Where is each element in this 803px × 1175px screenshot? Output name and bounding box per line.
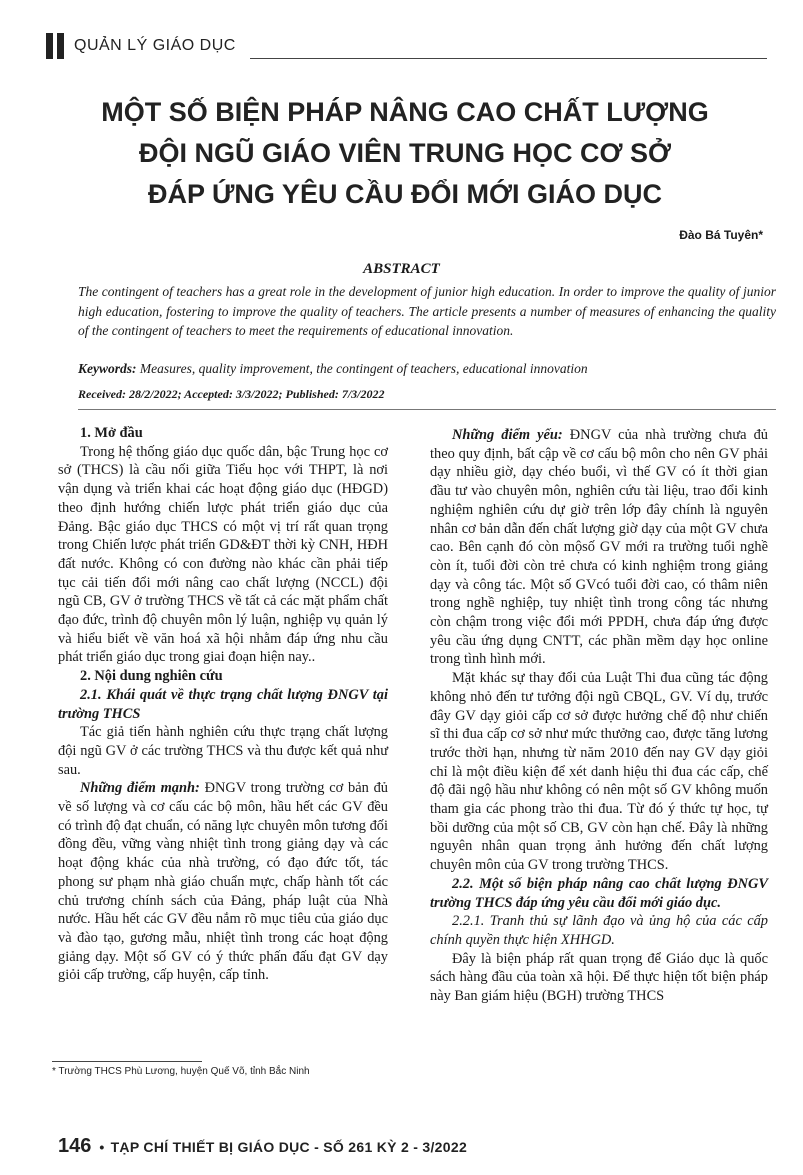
heading-content: 2. Nội dung nghiên cứu: [80, 668, 223, 685]
paragraph: Mặt khác sự thay đổi của Luật Thi đua cũng tác động không nhỏ đến tư tưởng đội ngũ CBQL, GV. Ví dụ, trước đây GV dạy giỏi cấp cơ sở được hưởng chế độ như chiến sĩ thi đua cấp cơ sở như mức thưởng cao, được tăng lương trước thời hạn, nhưng từ năm 2010 đến nay GV dạy giỏi chỉ là một điều kiện để xét danh hiệu thi đua các cấp, chế độ đãi ngộ hầu như không có nên một số GV không muốn tham gia các phong trào thi đua. Từ đó ý thức tự học, tự bồi dưỡng của một số CB, GV còn hạn chế. Đây là những nguyên nhân quan trọng ảnh hưởng đến chất lượng chuyên môn của GV trong trường THCS.: [430, 670, 768, 874]
abstract-text: The contingent of teachers has a great role in the development of junior high education. In order to improve the quality of junior high education, fostering to improve the quality of teachers. The article presents a number of measures of enhancing the quality of the contingent of teachers to meet the requirements of educational innovation.: [78, 284, 776, 338]
header-rule: [250, 58, 767, 59]
footnote-rule: [52, 1061, 202, 1062]
section-header: [46, 33, 236, 59]
left-column: [58, 424, 388, 985]
footnote: * Trường THCS Phù Lương, huyện Quế Võ, tỉnh Bắc Ninh: [52, 1066, 310, 1077]
heading-intro: 1. Mở đầu: [80, 425, 143, 441]
footer-bullet: •: [99, 1138, 105, 1155]
section-name: QUẢN LÝ GIÁO DỤC: [74, 37, 236, 54]
subheading-2-2-1: 2.2.1. Tranh thủ sự lãnh đạo và ủng hộ của các cấp chính quyền thực hiện XHHGD.: [430, 913, 768, 948]
subheading-2-2: 2.2. Một số biện pháp nâng cao chất lượng ĐNGV trường THCS đáp ứng yêu cầu đổi mới giáo dục.: [430, 875, 768, 911]
keywords-label: Keywords:: [78, 361, 137, 376]
keywords: [78, 361, 776, 377]
header-bars: [46, 33, 64, 59]
title-line-2: ĐỘI NGŨ GIÁO VIÊN TRUNG HỌC CƠ SỞ: [138, 138, 672, 168]
paragraph-strengths: [58, 779, 388, 985]
page-footer: [58, 1135, 467, 1158]
paragraph-weaknesses: [430, 426, 768, 669]
header-bar: [46, 33, 53, 59]
paragraph: Đây là biện pháp rất quan trọng để Giáo dục là quốc sách hàng đầu của toàn xã hội. Để thực hiện tốt biện pháp này Ban giám hiệu (BGH) trường THCS: [430, 950, 768, 1005]
right-column: [430, 426, 768, 1006]
journal-name: TẠP CHÍ THIẾT BỊ GIÁO DỤC - SỐ 261 KỲ 2 - 3/2022: [110, 1138, 468, 1155]
page-number: 146: [58, 1135, 92, 1157]
abstract-rule: [78, 409, 776, 410]
subheading-2-1: 2.1. Khái quát về thực trạng chất lượng ĐNGV tại trường THCS: [58, 686, 388, 722]
weaknesses-label: Những điểm yếu:: [452, 427, 563, 443]
received-dates: Received: 28/2/2022; Accepted: 3/3/2022; Published: 7/3/2022: [78, 387, 385, 401]
keywords-text: Measures, quality improvement, the contingent of teachers, educational innovation: [139, 361, 588, 376]
header-bar: [57, 33, 64, 59]
paragraph: Trong hệ thống giáo dục quốc dân, bậc Trung học cơ sở (THCS) là cầu nối giữa Tiểu học với THPT, là nơi vận dụng và triển khai các hoạt động giáo dục (HĐGD) theo định hướng chiến lược phát triển giáo dục của Đảng. Bậc giáo dục THCS có một vị trí rất quan trọng trong Chiến lược phát triển GD&ĐT thời kỳ CNH, HĐH đất nước. Không có con đường nào khác cần phải tiếp tục cải tiến đổi mới nâng cao chất lượng (NCCL) đội ngũ CB, GV ở trường THCS về tất cả các mặt phẩm chất đạo đức, trình độ chuyên môn lý luận, nghiệp vụ quản lý và hiểu biết về văn hoá xã hội nhằm đáp ứng nhu cầu phát triển giáo dục trong giai đoạn hiện nay..: [58, 443, 388, 666]
article-title: [60, 92, 750, 215]
strengths-text: ĐNGV trong trường cơ bản đủ về số lượng và cơ cấu các bộ môn, hầu hết các GV đều có trình độ đạt chuẩn, có năng lực chuyên môn tương đối đồng đều, vững vàng nhiệt tình trong giảng dạy và các hoạt động khác của nhà trường, có đạo đức tốt, tác phong sư phạm nhà giáo chuẩn mực, chấp hành tốt các chủ trương chính sách của Đảng, pháp luật của Nhà nước. Hầu hết các GV đều nắm rõ mục tiêu của giáo dục và đào tạo, gương mẫu, nhiệt tình trong các hoạt động giảng dạy. Một số GV có ý thức phấn đấu đạt GV dạy giỏi cấp trường, cấp huyện, cấp tỉnh.: [58, 780, 389, 984]
title-line-1: MỘT SỐ BIỆN PHÁP NÂNG CAO CHẤT LƯỢNG: [101, 97, 709, 127]
author: Đào Bá Tuyên*: [679, 228, 763, 242]
weaknesses-text: ĐNGV của nhà trường chưa đủ theo quy định, bất cập về cơ cấu bộ môn cho nên GV phải dạy nhiều giờ, dạy chéo buổi, vì thế GV có ít thời gian đầu tư vào chuyên môn, nghiên cứu tài liệu, trao đổi kinh nghiệm nghiên cứu dự giờ trên lớp đây chính là nguyên nhân cơ bản dẫn đến chất lượng giờ dạy của một GV chưa cao. Bên cạnh đó còn mộsố GV mới ra trường tuổi nghề còn ít, tuổi đời còn trẻ chưa có kinh nghiệm trong giảng dạy và công tác. Một số GVcó tuổi đời cao, có thâm niên trong nghề nghiệp, tuy nhiệt tình trong công tác nhưng còn chậm trong việc đổi mới PPDH, chưa đáp ứng được yêu cầu ứng dụng CNTT, các phần mềm dạy học online trong tình hình mới.: [430, 427, 768, 668]
title-line-3: ĐÁP ỨNG YÊU CẦU ĐỔI MỚI GIÁO DỤC: [148, 179, 662, 209]
paragraph: Tác giả tiến hành nghiên cứu thực trạng chất lượng đội ngũ GV ở các trường THCS và thu được kết quả như sau.: [58, 724, 388, 778]
strengths-label: Những điểm mạnh:: [80, 780, 200, 797]
abstract-heading: ABSTRACT: [363, 261, 440, 277]
